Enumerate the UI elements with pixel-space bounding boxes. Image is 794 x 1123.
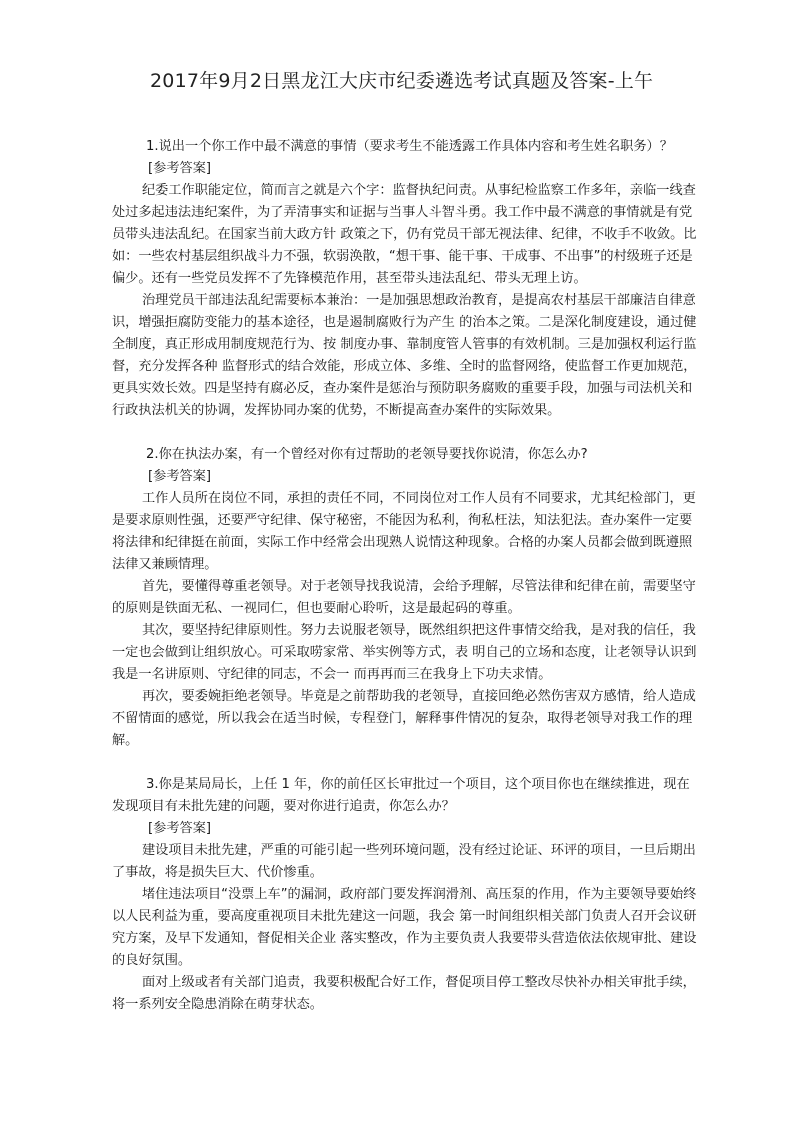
document-title: 2017年9月2日黑龙江大庆市纪委遴选考试真题及答案-上午 xyxy=(150,70,654,92)
answer-paragraph: 面对上级或者有关部门追责，我要积极配合好工作，督促项目停工整改尽快补办相关审批手续，将一系列安全隐患消除在萌芽状态。 xyxy=(112,975,696,1012)
reference-answer-label: [参考答案] xyxy=(148,161,212,176)
question-text: 2.你在执法办案，有一个曾经对你有过帮助的老领导要找你说清，你怎么办? xyxy=(146,447,588,462)
answer-paragraph: 治理党员干部违法乱纪需要标本兼治：一是加强思想政治教育，是提高农村基层干部廉洁自律意识，增强拒腐防变能力的基本途径，也是遏制腐败行为产生 的治本之策。二是深化制度建设，通过健全制度，真正形成用制度规范行为、按 制度办事、靠制度管人管事的有效机制。三是加强权利运行监督，充分发挥各种 监督形式的结合效能，形成立体、多维、全时的监督网络，使监督工作更加规范，更具实效长效。四是坚持有腐必反，查办案件是惩治与预防职务腐败的重要手段，加强与司法机关和行政执法机关的协调，发挥协同办案的优势，不断提高查办案件的实际效果。 xyxy=(112,293,697,418)
question-section-2 xyxy=(112,444,698,752)
answer-paragraph: 再次，要委婉拒绝老领导。毕竟是之前帮助我的老领导，直接回绝必然伤害双方感情，给人造成不留情面的感觉，所以我会在适当时候，专程登门，解释事件情况的复杂，取得老领导对我工作的理解。 xyxy=(112,689,696,748)
answer-paragraph: 首先，要懂得尊重老领导。对于老领导找我说清，会给予理解，尽管法律和纪律在前，需要坚守的原则是铁面无私、一视同仁，但也要耐心聆听，这是最起码的尊重。 xyxy=(112,579,696,616)
answer-paragraph: 其次，要坚持纪律原则性。努力去说服老领导，既然组织把这件事情交给我，是对我的信任，我一定也会做到让组织放心。可采取唠家常、举实例等方式，表 明自己的立场和态度，让老领导认识到我是一名讲原则、守纪律的同志，不会一 而再再而三在我身上下功夫求情。 xyxy=(112,623,697,682)
answer-paragraph: 建设项目未批先建，严重的可能引起一些列环境问题，没有经过论证、环评的项目，一旦后期出了事故，将是损失巨大、代价惨重。 xyxy=(112,843,696,880)
question-section-3 xyxy=(112,774,698,1016)
question-text: 3.你是某局局长，上任 1 年，你的前任区长审批过一个项目，这个项目你也在继续推进，现在发现项目有未批先建的问题，要对你进行追责，你怎么办？ xyxy=(112,777,690,814)
answer-paragraph: 堵住违法项目“没票上车”的漏洞，政府部门要发挥润滑剂、高压泵的作用，作为主要领导要始终以人民利益为重，要高度重视项目未批先建这一问题，我会 第一时间组织相关部门负责人召开会议研究方案，及早下发通知，督促相关企业 落实整改，作为主要负责人我要带头营造依法依规审批、建设的良好氛围。 xyxy=(112,887,697,968)
reference-answer-label: [参考答案] xyxy=(148,821,212,836)
answer-paragraph: 纪委工作职能定位，简而言之就是六个字：监督执纪问责。从事纪检监察工作多年，亲临一线查处过多起违法违纪案件，为了弄清事实和证据与当事人斗智斗勇。我工作中最不满意的事情就是有党员带头违法乱纪。在国家当前大政方针 政策之下，仍有党员干部无视法律、纪律，不收手不收敛。比如：一些农村基层组织战斗力不强，软弱涣散，“想干事、能干事、干成事、不出事”的村级班子还是偏少。还有一些党员发挥不了先锋模范作用，甚至带头违法乱纪、带头无理上访。 xyxy=(112,183,697,286)
answer-paragraph: 工作人员所在岗位不同，承担的责任不同，不同岗位对工作人员有不同要求，尤其纪检部门，更是要求原则性强，还要严守纪律、保守秘密，不能因为私利，徇私枉法，知法犯法。查办案件一定要将法律和纪律挺在前面，实际工作中经常会出现熟人说情这种现象。合格的办案人员都会做到既遵照法律又兼顾情理。 xyxy=(112,491,696,572)
question-text: 1.说出一个你工作中最不满意的事情（要求考生不能透露工作具体内容和考生姓名职务）？ xyxy=(146,139,673,154)
reference-answer-label: [参考答案] xyxy=(148,469,212,484)
question-section-1 xyxy=(112,136,698,422)
document-body xyxy=(112,136,698,1016)
